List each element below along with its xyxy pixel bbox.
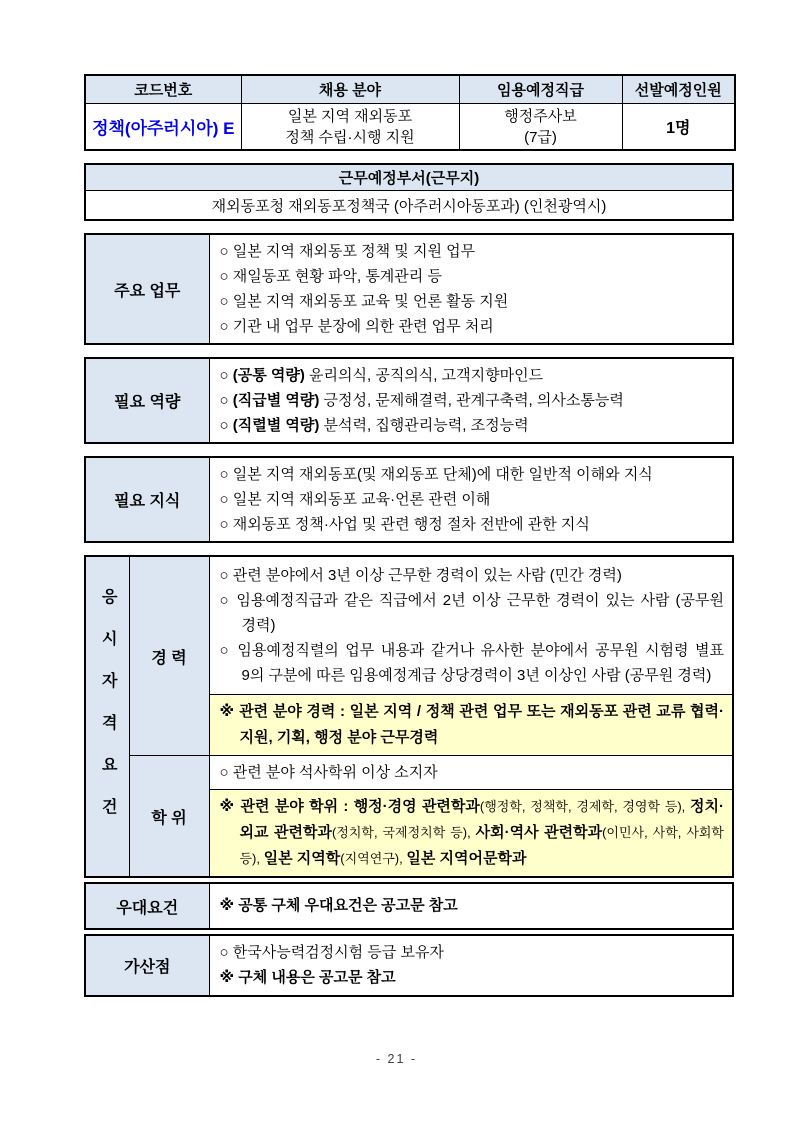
knowledge-table <box>84 456 734 543</box>
duty-item: ○ 기관 내 업무 분장에 의한 관련 업무 처리 <box>219 318 494 335</box>
competency-item: ○ (공통 역량) 윤리의식, 공직의식, 고객지향마인드 <box>219 367 544 384</box>
bonus-items <box>209 935 733 996</box>
degree-item: ○ 관련 분야 석사학위 이상 소지자 <box>219 764 438 781</box>
document-content <box>84 74 734 997</box>
bonus-note: ※ 구체 내용은 공고문 참고 <box>219 969 396 986</box>
competency-item: ○ (직급별 역량) 긍정성, 문제해결력, 관계구축력, 의사소통능력 <box>219 392 624 409</box>
knowledge-label: 필요 지식 <box>85 457 209 542</box>
header-recruit-field: 채용 분야 <box>241 75 459 104</box>
competencies-label: 필요 역량 <box>85 358 209 443</box>
degree-note-cell <box>209 790 733 878</box>
header-code-number: 코드번호 <box>85 75 241 104</box>
main-duties-items <box>209 234 733 344</box>
bonus-item: ○ 한국사능력검정시험 등급 보유자 <box>219 944 444 961</box>
main-duties-label: 주요 업무 <box>85 234 209 344</box>
career-item: ○ 관련 분야에서 3년 이상 근무한 경력이 있는 사람 (민간 경력) <box>219 567 622 584</box>
eligibility-label: 응시자격요건 <box>99 588 117 840</box>
competency-item: ○ (직렬별 역량) 분석력, 집행관리능력, 조정능력 <box>219 417 529 434</box>
bonus-table <box>84 934 734 997</box>
knowledge-items <box>209 457 733 542</box>
page-number: - 21 - <box>375 1052 418 1066</box>
career-note-cell <box>209 695 733 756</box>
preference-note-cell <box>209 883 733 929</box>
code-number-value: 정책(아주러시아) E <box>85 104 241 151</box>
knowledge-item: ○ 일본 지역 재외동포 교육·언론 관련 이해 <box>219 491 491 508</box>
competencies-table <box>84 357 734 444</box>
knowledge-item: ○ 일본 지역 재외동포(및 재외동포 단체)에 대한 일반적 이해와 지식 <box>219 466 653 483</box>
expected-grade-value <box>459 104 622 151</box>
header-selection-count: 선발예정인원 <box>622 75 735 104</box>
grade-line2: (7급) <box>524 128 557 146</box>
duty-item: ○ 재일동포 현황 파악, 통계관리 등 <box>219 268 442 285</box>
career-item: ○ 임용예정직렬의 업무 내용과 같거나 유사한 분야에서 공무원 시험령 별표 9의 구분에 따른 임용예정계급 상당경력이 3년 이상인 사람 (공무원 경력) <box>219 642 724 684</box>
recruit-data-row <box>85 104 735 151</box>
eligibility-label-cell <box>85 556 129 877</box>
preference-note: ※ 공통 구체 우대요건은 공고문 참고 <box>219 897 458 914</box>
degree-items <box>209 756 733 790</box>
degree-label: 학 위 <box>129 756 209 878</box>
bonus-label: 가산점 <box>85 935 209 996</box>
duty-item: ○ 일본 지역 재외동포 교육 및 언론 활동 지원 <box>219 293 509 310</box>
degree-note: ※ 관련 분야 학위 : 행정·경영 관련학과(행정학, 정책학, 경제학, 경영학 등), 정치·외교 관련학과(정치학, 국제정치학 등), 사회·역사 관련학과(이민사, 사학, 사회학 등), 일본 지역학(지역연구), 일본 지역어문학과 <box>219 798 725 867</box>
grade-line1: 행정주사보 <box>504 107 577 125</box>
career-note: ※ 관련 분야 경력 : 일본 지역 / 정책 관련 업무 또는 재외동포 관련 교류 협력·지원, 기획, 행정 분야 근무경력 <box>219 703 724 746</box>
career-items <box>209 556 733 695</box>
recruit-field-value <box>241 104 459 151</box>
competencies-items <box>209 358 733 443</box>
knowledge-item: ○ 재외동포 정책·사업 및 관련 행정 절차 전반에 관한 지식 <box>219 516 590 533</box>
recruit-table <box>84 74 736 151</box>
workplace-header: 근무예정부서(근무지) <box>85 164 733 191</box>
recruit-header-row <box>85 75 735 104</box>
main-duties-table <box>84 233 734 345</box>
workplace-table <box>84 163 734 221</box>
recruit-field-line2: 정책 수립·시행 지원 <box>285 128 415 146</box>
selection-count-value: 1명 <box>622 104 735 151</box>
workplace-value: 재외동포청 재외동포정책국 (아주러시아동포과) (인천광역시) <box>85 191 733 221</box>
career-item: ○ 임용예정직급과 같은 직급에서 2년 이상 근무한 경력이 있는 사람 (공무원 경력) <box>219 592 724 634</box>
header-expected-grade: 임용예정직급 <box>459 75 622 104</box>
recruit-field-line1: 일본 지역 재외동포 <box>287 107 413 125</box>
preference-table <box>84 882 734 930</box>
eligibility-table <box>84 555 734 878</box>
duty-item: ○ 일본 지역 재외동포 정책 및 지원 업무 <box>219 243 476 260</box>
career-label: 경 력 <box>129 556 209 756</box>
preference-label: 우대요건 <box>85 883 209 929</box>
